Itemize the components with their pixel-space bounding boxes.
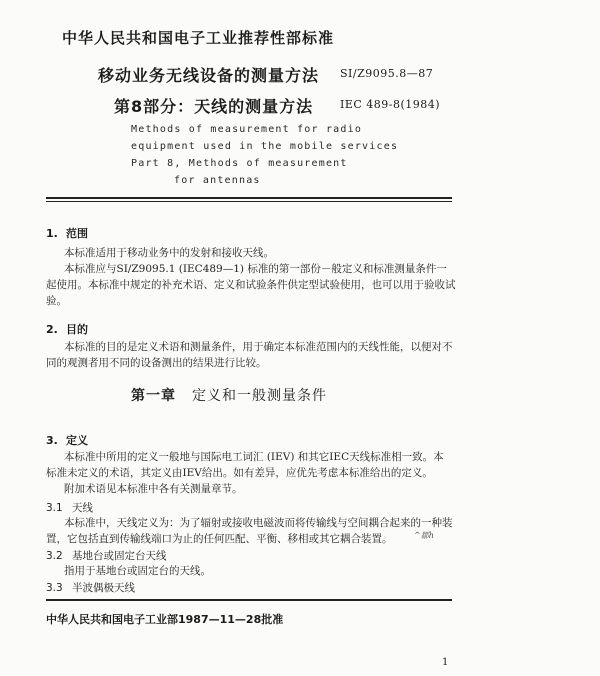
header-divider bbox=[46, 197, 452, 199]
page-number: 1 bbox=[442, 657, 449, 668]
chapter-number: 第一章 bbox=[131, 388, 176, 404]
document-title: 移动业务无线设备的测量方法 bbox=[98, 66, 320, 85]
paragraph-line: 起使用。本标准中规定的补充术语、定义和试验条件供定型试验使用，也可以用于验收试 bbox=[46, 279, 456, 291]
paragraph-line: 指用于基地台或固定台的天线。 bbox=[64, 565, 211, 577]
subsection-number: 3.2 bbox=[46, 550, 63, 562]
paragraph-line: 本标准的目的是定义术语和测量条件，用于确定本标准范围内的天线性能，以便对不 bbox=[64, 341, 453, 353]
subsection-number: 3.3 bbox=[46, 582, 63, 594]
paragraph-line: 本标准适用于移动业务中的发射和接收天线。 bbox=[64, 247, 274, 259]
document-subtitle: 第8部分：天线的测量方法 bbox=[114, 97, 314, 116]
english-title-line: equipment used in the mobile services bbox=[131, 141, 399, 152]
footer-divider bbox=[46, 599, 452, 601]
section-heading-purpose bbox=[46, 321, 88, 337]
section-title: 范围 bbox=[66, 227, 88, 240]
approval-footer: 中华人民共和国电子工业部1987—11—28批准 bbox=[46, 613, 284, 626]
section-number: 2. bbox=[46, 323, 58, 336]
section-title: 定义 bbox=[66, 434, 88, 447]
section-number: 1. bbox=[46, 227, 58, 240]
paragraph-line: 同的观测者用不同的设备测出的结果进行比较。 bbox=[46, 357, 267, 369]
section-title: 目的 bbox=[66, 323, 88, 336]
subsection-number: 3.1 bbox=[46, 502, 63, 514]
paragraph-line: 本标准中所用的定义一般地与国际电工词汇 (IEV) 和其它IEC天线标准相一致。本 bbox=[64, 451, 444, 463]
subsection-heading bbox=[46, 500, 93, 515]
section-number: 3. bbox=[46, 434, 58, 447]
paragraph-line: 验。 bbox=[46, 295, 67, 307]
english-title-line: Part 8, Methods of measurement bbox=[131, 158, 348, 169]
subsection-title: 天线 bbox=[72, 502, 93, 514]
iec-code: IEC 489-8(1984) bbox=[340, 98, 441, 111]
subsection-title: 半波偶极天线 bbox=[72, 582, 135, 594]
organization-header: 中华人民共和国电子工业推荐性部标准 bbox=[62, 29, 335, 47]
paragraph-line: 置，它包括直到传输线端口为止的任何匹配、平衡、移相或其它耦合装置。 bbox=[46, 533, 393, 545]
subsection-title: 基地台或固定台天线 bbox=[72, 550, 167, 562]
section-heading-scope bbox=[46, 225, 88, 241]
chapter-heading bbox=[131, 385, 327, 405]
paragraph-line: 本标准应与SI/Z9095.1 (IEC489—1) 标准的第一部份－般定义和标准测量条件一 bbox=[64, 263, 447, 275]
subsection-heading bbox=[46, 580, 135, 595]
section-heading-definitions bbox=[46, 432, 88, 448]
english-title-line: for antennas bbox=[174, 175, 261, 186]
paragraph-line: 本标准中，天线定义为：为了辐射或接收电磁波而将传输线与空间耦合起来的一种装 bbox=[64, 517, 453, 529]
header-divider-thin bbox=[46, 201, 452, 202]
english-title-line: Methods of measurement for radio bbox=[131, 124, 363, 135]
subsection-heading bbox=[46, 548, 167, 563]
paragraph-line: 附加术语见本标准中各有关测量章节。 bbox=[64, 483, 243, 495]
standard-code: SI/Z9095.8—87 bbox=[340, 67, 434, 80]
handwritten-note: ^鄒h bbox=[414, 531, 434, 540]
chapter-title: 定义和一般测量条件 bbox=[192, 388, 327, 404]
paragraph-line: 标准未定义的术语，其定义由IEV给出。如有差异，应优先考虑本标准给出的定义。 bbox=[46, 467, 433, 479]
